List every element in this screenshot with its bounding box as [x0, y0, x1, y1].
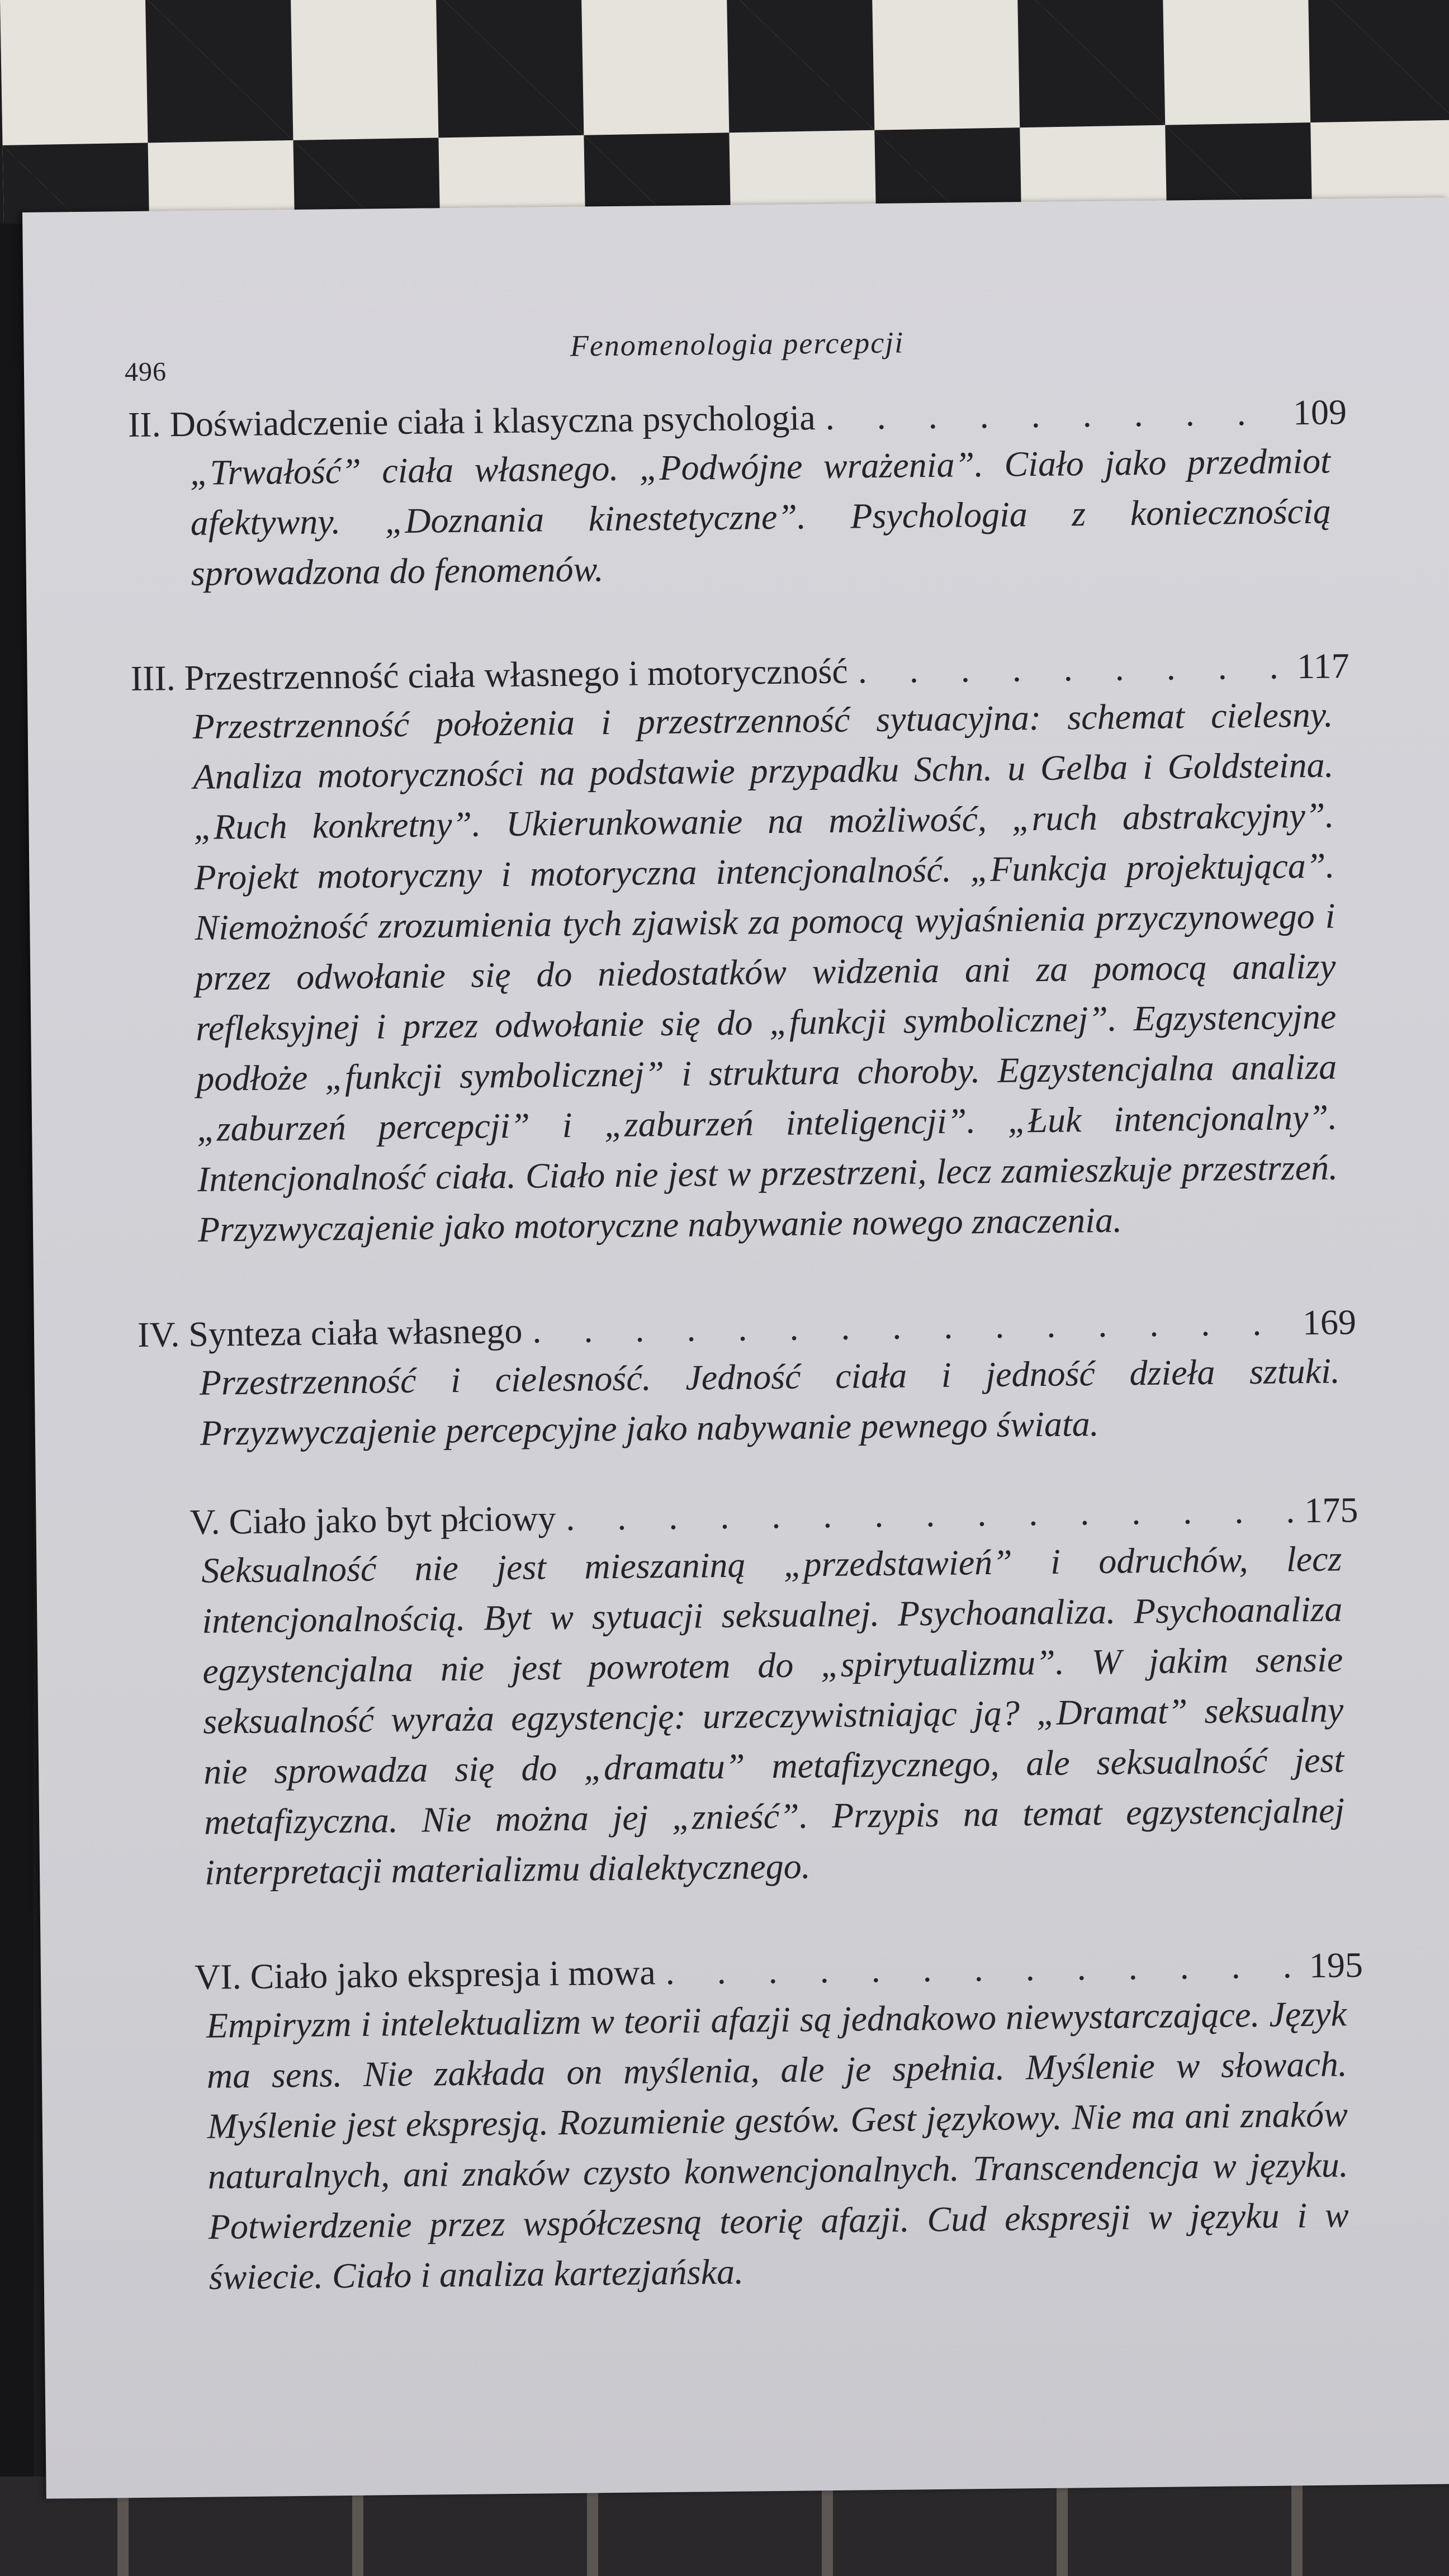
toc-entry-page: 109	[1292, 392, 1347, 433]
toc-entry-title: V. Ciało jako byt płciowy	[190, 1498, 556, 1542]
toc-entry-page: 169	[1302, 1302, 1357, 1343]
toc-entry-description: Seksualność nie jest mieszaniną „przedstawień” i odruchów, lecz intencjonalnością. Byt w sytuacji seksualnej. Psychoanaliza. Psychoanaliza egzystencjalna nie jest powrotem do „spirytualizmu”. W jakim sensie seksualność wyraża egzystencję: urzeczywistniając ją? „Dramat” seksualny nie sprowadza się do „dramatu” metafizycznego, ale seksualność jest metafizyczna. Nie można jej „znieść”. Przypis na temat egzystencjalnej interpretacji materializmu dialektycznego.	[201, 1538, 1345, 1892]
toc-entry-page: 117	[1296, 646, 1349, 686]
page-number: 496	[124, 357, 167, 387]
toc-entry-iv	[138, 1299, 1358, 1459]
toc-entry-title: II. Doświadczenie ciała i klasyczna psychologia	[127, 397, 816, 445]
toc-entry-vi	[144, 1942, 1366, 2303]
toc-entry-description: Przestrzenność położenia i przestrzenność sytuacyjna: schemat cielesny. Analiza motoryczności na podstawie przypadku Schn. u Gelba i Goldsteina. „Ruch konkretny”. Ukierunkowanie na możliwość, „ruch abstrakcyjny”. Projekt motoryczny i motoryczna intencjonalność. „Funkcja projektująca”. Niemożność zrozumienia tych zjawisk za pomocą wyjaśnienia przyczynowego i przez odwołanie się do niedostatków widzenia ani za pomocą analizy refleksyjnej i przez odwołanie się do „funkcji symbolicznej”. Egzystencyjne podłoże „funkcji symbolicznej” i struktura choroby. Egzystencjalna analiza „zaburzeń percepcji” i „zaburzeń inteligencji”. „Łuk intencjonalny”. Intencjonalność ciała. Ciało nie jest w przestrzeni, lecz zamieszkuje przestrzeń. Przyzwyczajenie jako motoryczne nabywanie nowego znaczenia.	[192, 694, 1338, 1249]
table-of-contents	[128, 389, 1367, 2359]
toc-entry-v	[139, 1486, 1362, 1898]
dot-leader	[566, 1487, 1295, 1542]
toc-entry-title: III. Przestrzenność ciała własnego i motoryczność	[130, 651, 849, 699]
toc-entry-page: 175	[1304, 1490, 1358, 1531]
toc-entry-iii	[130, 642, 1355, 1256]
dot-leader	[858, 643, 1287, 694]
toc-entry-description: Empiryzm i intelektualizm w teorii afazji są jednakowo niewystarczające. Język ma sens. Nie zakłada on myślenia, ale je spełnia. Myślenie w słowach. Myślenie jest ekspresją. Rozumienie gestów. Gest językowy. Nie ma ani znaków naturalnych, ani znaków czysto konwencjonalnych. Transcendencja w języku. Potwierdzenie przez współczesną teorię afazji. Cud ekspresji w języku i w świecie. Ciało i analiza kartezjańska.	[206, 1993, 1349, 2297]
toc-entry-title: VI. Ciało jako ekspresja i mowa	[194, 1952, 656, 1997]
dot-leader	[532, 1299, 1292, 1354]
toc-entry-ii	[128, 389, 1349, 599]
dot-leader	[825, 389, 1283, 441]
toc-entry-description: Przestrzenność i cielesność. Jedność ciała i jedność dzieła sztuki. Przyzwyczajenie percepcyjne jako nabywanie pewnego świata.	[199, 1351, 1341, 1453]
toc-entry-title: IV. Synteza ciała własnego	[137, 1310, 523, 1355]
book-page	[22, 197, 1449, 2499]
dot-leader	[665, 1942, 1299, 1996]
running-head: Fenomenologia percepcji	[570, 325, 905, 363]
toc-entry-page: 195	[1309, 1945, 1363, 1986]
toc-entry-description: „Trwałość” ciała własnego. „Podwójne wrażenia”. Ciało jako przedmiot afektywny. „Doznania kinestetyczne”. Psychologia z koniecznością sprowadzona do fenomenów.	[190, 441, 1332, 593]
